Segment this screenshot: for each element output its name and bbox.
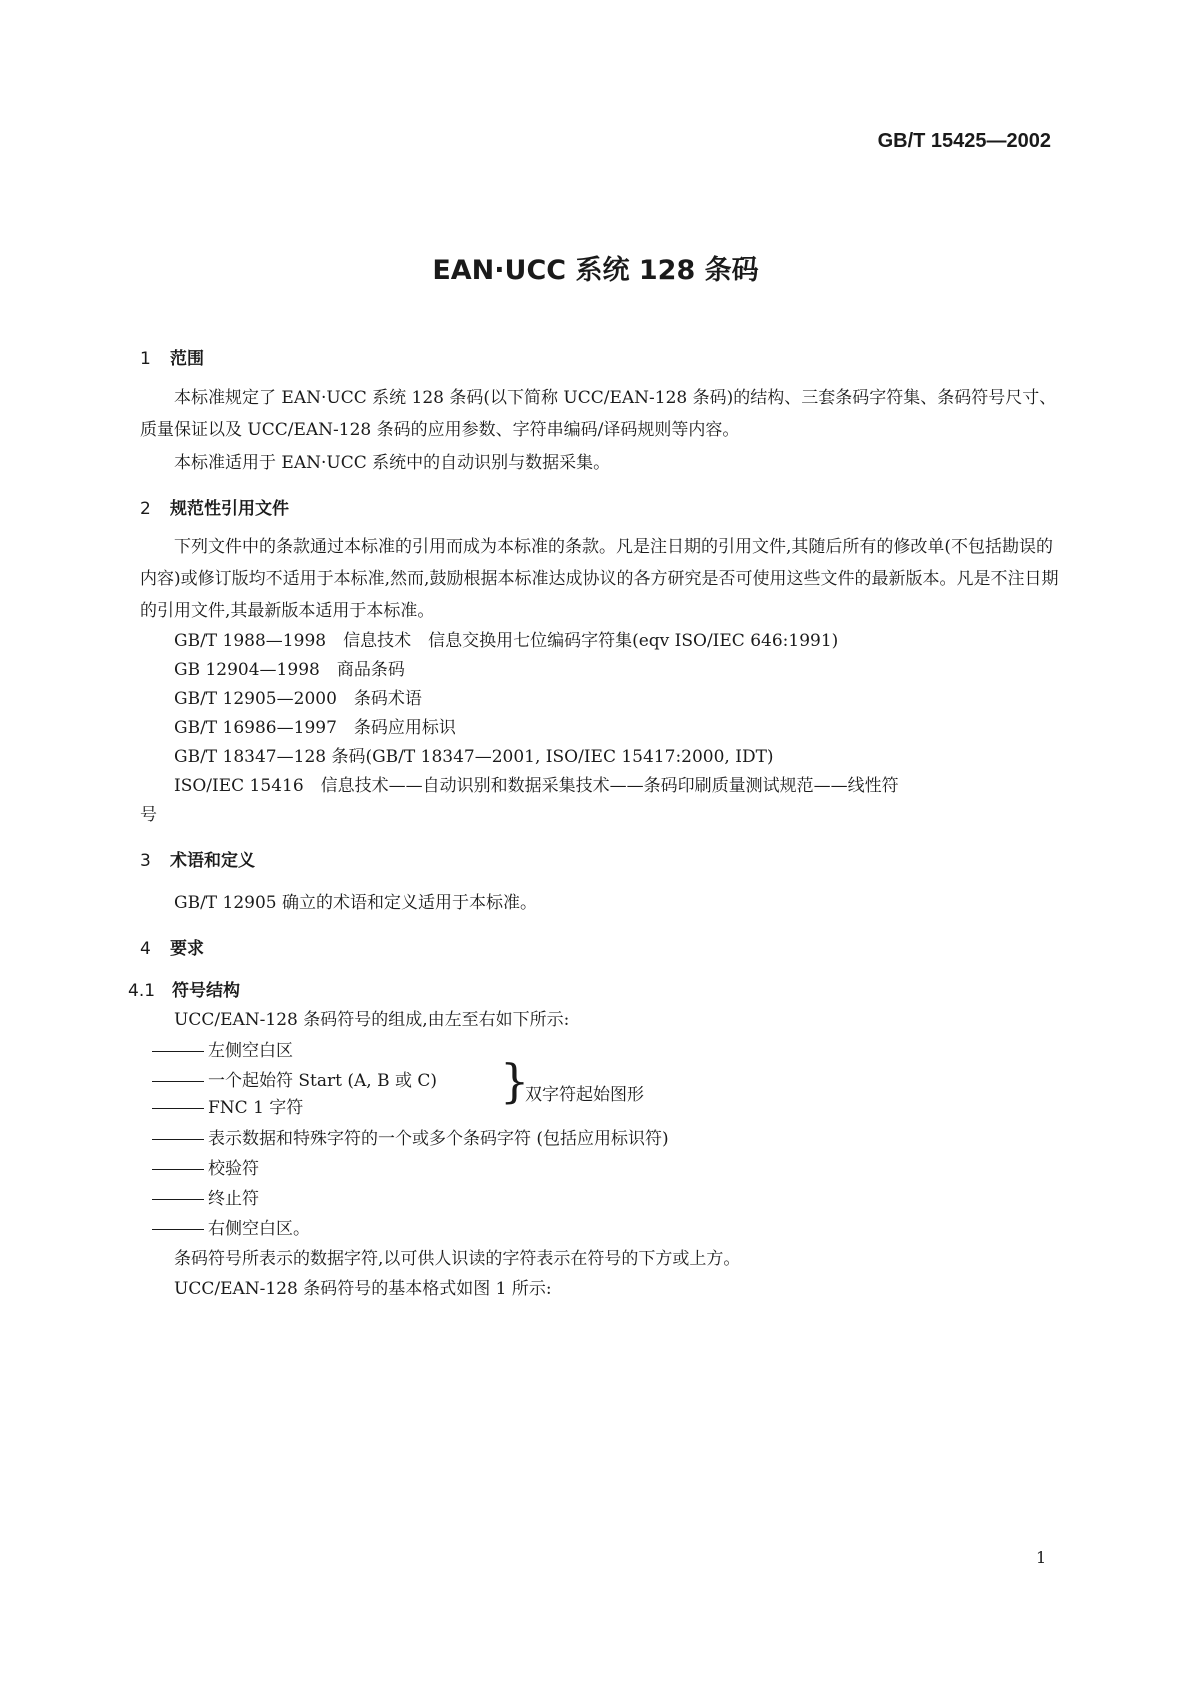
section-3-paragraph-1: GB/T 12905 确立的术语和定义适用于本标准。 — [174, 893, 538, 913]
reference-item: GB/T 1988—1998 信息技术 信息交换用七位编码字符集(eqv ISO/IEC 646:1991) — [174, 631, 839, 651]
em-dash-line — [152, 1108, 204, 1109]
document-title: EAN·UCC 系统 128 条码 — [432, 255, 759, 286]
standard-number: GB/T 15425—2002 — [877, 130, 1051, 152]
reference-item: GB 12904—1998 商品条码 — [174, 660, 405, 680]
section-heading-2 — [140, 494, 289, 519]
section-title: 范围 — [170, 349, 204, 369]
reference-item: ISO/IEC 15416 信息技术——自动识别和数据采集技术——条码印刷质量测试规范——线性符 — [174, 776, 899, 796]
reference-item: GB/T 16986—1997 条码应用标识 — [174, 718, 456, 738]
reference-item: GB/T 18347—128 条码(GB/T 18347—2001, ISO/IEC 15417:2000, IDT) — [174, 747, 774, 767]
curly-brace: } — [500, 1054, 530, 1108]
subsection-heading-4-1 — [128, 976, 240, 1001]
structure-item: 一个起始符 Start (A, B 或 C) — [152, 1066, 437, 1091]
structure-item: 终止符 — [152, 1184, 259, 1209]
section-number: 3 — [140, 851, 151, 871]
section-2-paragraph-1: 下列文件中的条款通过本标准的引用而成为本标准的条款。凡是注日期的引用文件,其随后所有的修改单(不包括勘误的内容)或修订版均不适用于本标准,然而,鼓励根据本标准达成协议的各方研究是否可使用这些文件的最新版本。凡是不注日期的引用文件,其最新版本适用于本标准。 — [140, 537, 1059, 621]
em-dash-line — [152, 1081, 204, 1082]
section-number: 2 — [140, 499, 151, 519]
reference-item: GB/T 12905—2000 条码术语 — [174, 689, 422, 709]
section-title: 要求 — [170, 939, 204, 959]
structure-item: 校验符 — [152, 1154, 259, 1179]
section-heading-3 — [140, 846, 255, 871]
subsection-number: 4.1 — [128, 981, 156, 1001]
section-title: 术语和定义 — [170, 851, 255, 871]
subsection-title: 符号结构 — [172, 981, 240, 1001]
structure-item: FNC 1 字符 — [152, 1093, 303, 1118]
em-dash-line — [152, 1199, 204, 1200]
structure-item: 表示数据和特殊字符的一个或多个条码字符 (包括应用标识符) — [152, 1124, 669, 1149]
section-heading-4 — [140, 934, 204, 959]
em-dash-line — [152, 1051, 204, 1052]
structure-item: 右侧空白区。 — [152, 1214, 310, 1239]
section-number: 4 — [140, 939, 151, 959]
section-number: 1 — [140, 349, 151, 369]
section-1-paragraph-2: 本标准适用于 EAN·UCC 系统中的自动识别与数据采集。 — [174, 453, 611, 473]
em-dash-line — [152, 1169, 204, 1170]
structure-paragraph-1: 条码符号所表示的数据字符,以可供人识读的字符表示在符号的下方或上方。 — [174, 1249, 741, 1269]
reference-item-continuation: 号 — [140, 805, 157, 825]
structure-intro: UCC/EAN-128 条码符号的组成,由左至右如下所示: — [174, 1010, 570, 1030]
page-number: 1 — [1036, 1548, 1047, 1567]
structure-item: 左侧空白区 — [152, 1036, 293, 1061]
em-dash-line — [152, 1229, 204, 1230]
structure-paragraph-2: UCC/EAN-128 条码符号的基本格式如图 1 所示: — [174, 1279, 552, 1299]
section-title: 规范性引用文件 — [170, 499, 289, 519]
section-heading-1 — [140, 344, 204, 369]
section-1-paragraph-1: 本标准规定了 EAN·UCC 系统 128 条码(以下简称 UCC/EAN-128 条码)的结构、三套条码字符集、条码符号尺寸、质量保证以及 UCC/EAN-128 条码的应用参数、字符串编码/译码规则等内容。 — [140, 388, 1057, 440]
em-dash-line — [152, 1139, 204, 1140]
brace-label: 双字符起始图形 — [525, 1085, 644, 1105]
